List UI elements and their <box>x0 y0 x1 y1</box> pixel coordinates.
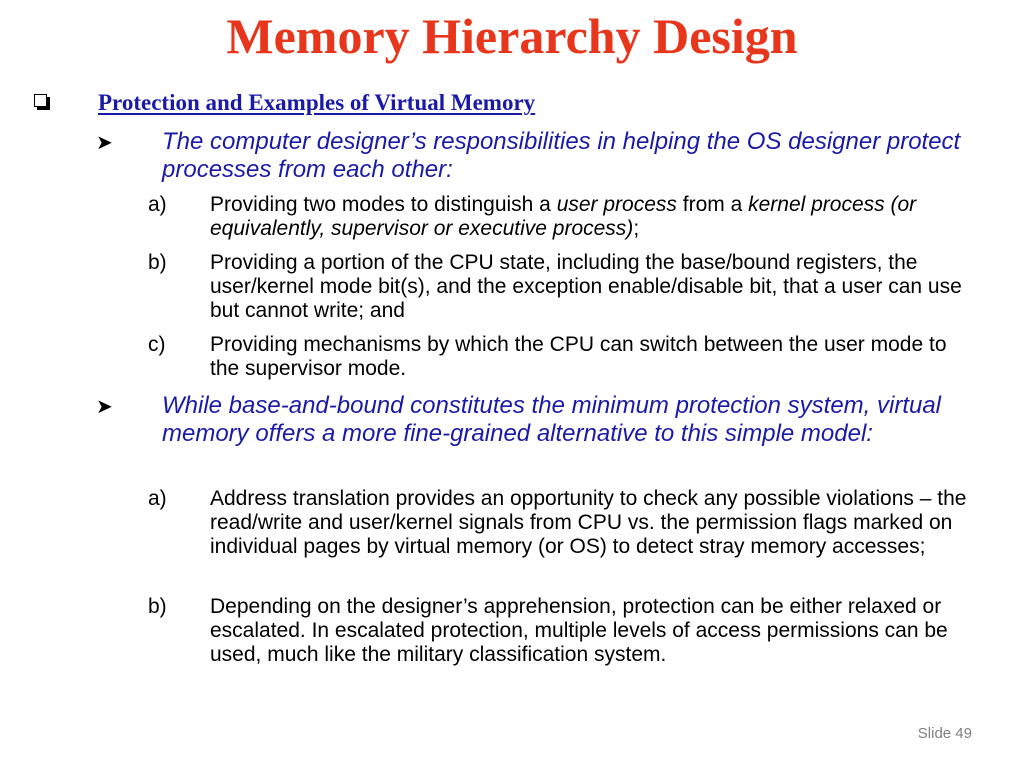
item-text: Depending on the designer’s apprehension, protection can be either relaxed or escalated. In escalated protection, multiple levels of access permissions can be used, much like the military classification system. <box>210 595 948 666</box>
point-1-item-b <box>148 251 978 323</box>
point-1-item-c <box>148 333 978 381</box>
point-2-item-a <box>148 487 978 559</box>
item-marker: b) <box>148 251 167 274</box>
point-1-text: The computer designer’s responsibilities in helping the OS designer protect processes from each other: <box>162 128 961 183</box>
point-1-item-a <box>148 193 978 241</box>
item-marker: c) <box>148 333 166 356</box>
item-text: Address translation provides an opportunity to check any possible violations – the read/write and user/kernel signals from CPU vs. the permission flags marked on individual pages by virtual memory (or OS) to detect stray memory accesses; <box>210 487 967 558</box>
slide-number: Slide 49 <box>917 725 972 742</box>
item-marker: a) <box>148 487 167 510</box>
item-marker: a) <box>148 193 167 216</box>
arrowhead-bullet-icon: ➤ <box>96 130 113 154</box>
point-2-text: While base-and-bound constitutes the minimum protection system, virtual memory offers a more fine-grained alternative to this simple model: <box>162 392 942 447</box>
point-1 <box>96 128 976 184</box>
shadowed-square-bullet-icon <box>34 94 50 110</box>
item-text: Providing two modes to distinguish a user process from a kernel process (or equivalently, supervisor or executive process); <box>210 193 917 240</box>
item-marker: b) <box>148 595 167 618</box>
point-2-item-b <box>148 595 978 667</box>
slide-title: Memory Hierarchy Design <box>226 8 798 64</box>
arrowhead-bullet-icon: ➤ <box>96 394 113 418</box>
item-text: Providing a portion of the CPU state, including the base/bound registers, the user/kernel mode bit(s), and the exception enable/disable bit, that a user can use but cannot write; and <box>210 251 962 322</box>
point-2 <box>96 392 976 448</box>
item-text: Providing mechanisms by which the CPU can switch between the user mode to the supervisor mode. <box>210 333 947 380</box>
heading-row <box>34 88 994 118</box>
section-heading: Protection and Examples of Virtual Memory <box>98 90 536 115</box>
